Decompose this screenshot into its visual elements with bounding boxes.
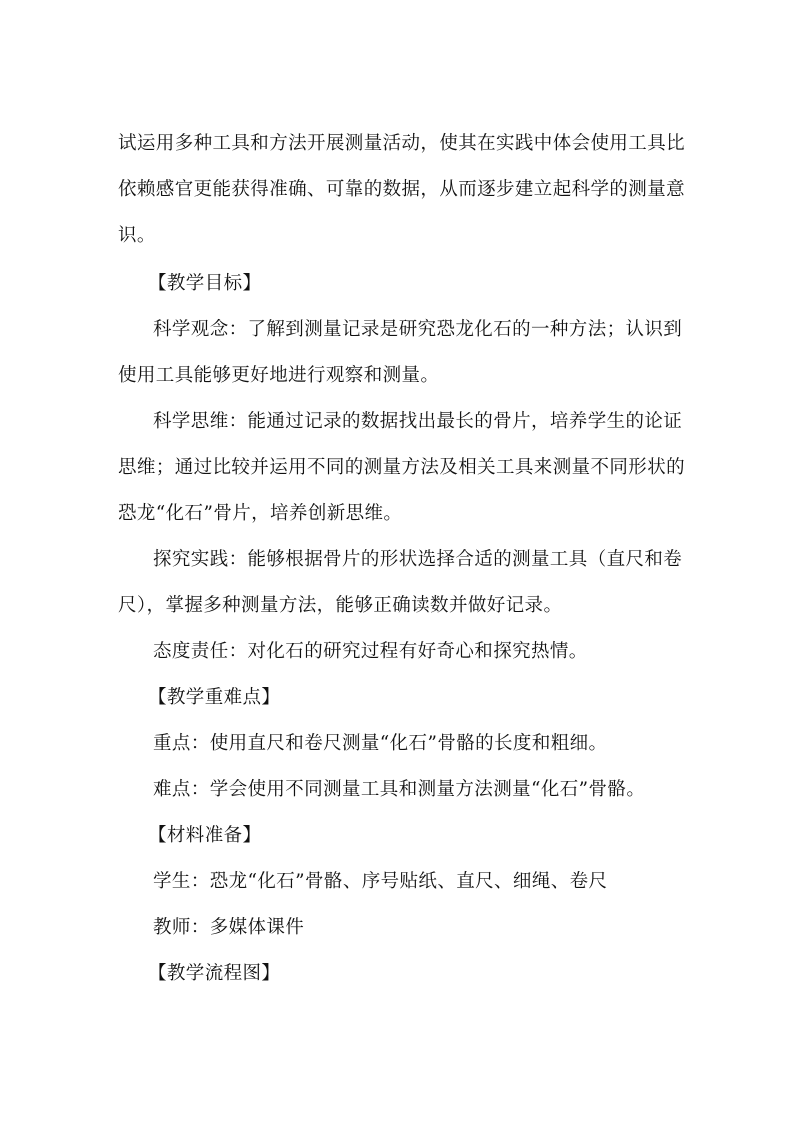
materials-student-line: 学生：恐龙“化石”骨骼、序号贴纸、直尺、细绳、卷尺 (153, 871, 608, 892)
attitude-line: 态度责任：对化石的研究过程有好奇心和探究热情。 (153, 641, 588, 662)
materials-heading: 【材料准备】 (148, 825, 262, 846)
difficulty-line: 难点：学会使用不同测量工具和测量方法测量“化石”骨骼。 (153, 779, 646, 800)
practice-line-1: 探究实践：能够根据骨片的形状选择合适的测量工具（直尺和卷 (153, 549, 683, 570)
practice-line-2: 尺），掌握多种测量方法，能够正确读数并做好记录。 (118, 595, 563, 616)
intro-line-1: 试运用多种工具和方法开展测量活动，使其在实践中体会使用工具比 (118, 133, 686, 154)
thinking-line-3: 恐龙“化石”骨片，培养创新思维。 (118, 503, 403, 524)
intro-line-3: 识。 (118, 225, 156, 246)
concept-line-1: 科学观念：了解到测量记录是研究恐龙化石的一种方法；认识到 (153, 319, 683, 340)
thinking-line-1: 科学思维：能通过记录的数据找出最长的骨片，培养学生的论证 (153, 411, 683, 432)
thinking-line-2: 思维；通过比较并运用不同的测量方法及相关工具来测量不同形状的 (118, 457, 686, 478)
key-points-heading: 【教学重难点】 (148, 687, 281, 708)
concept-line-2: 使用工具能够更好地进行观察和测量。 (118, 365, 440, 386)
key-point-line: 重点：使用直尺和卷尺测量“化石”骨骼的长度和粗细。 (153, 733, 608, 754)
flowchart-heading: 【教学流程图】 (148, 963, 281, 984)
materials-teacher-line: 教师：多媒体课件 (153, 917, 305, 938)
intro-line-2: 依赖感官更能获得准确、可靠的数据，从而逐步建立起科学的测量意 (118, 179, 686, 200)
objectives-heading: 【教学目标】 (148, 273, 262, 294)
